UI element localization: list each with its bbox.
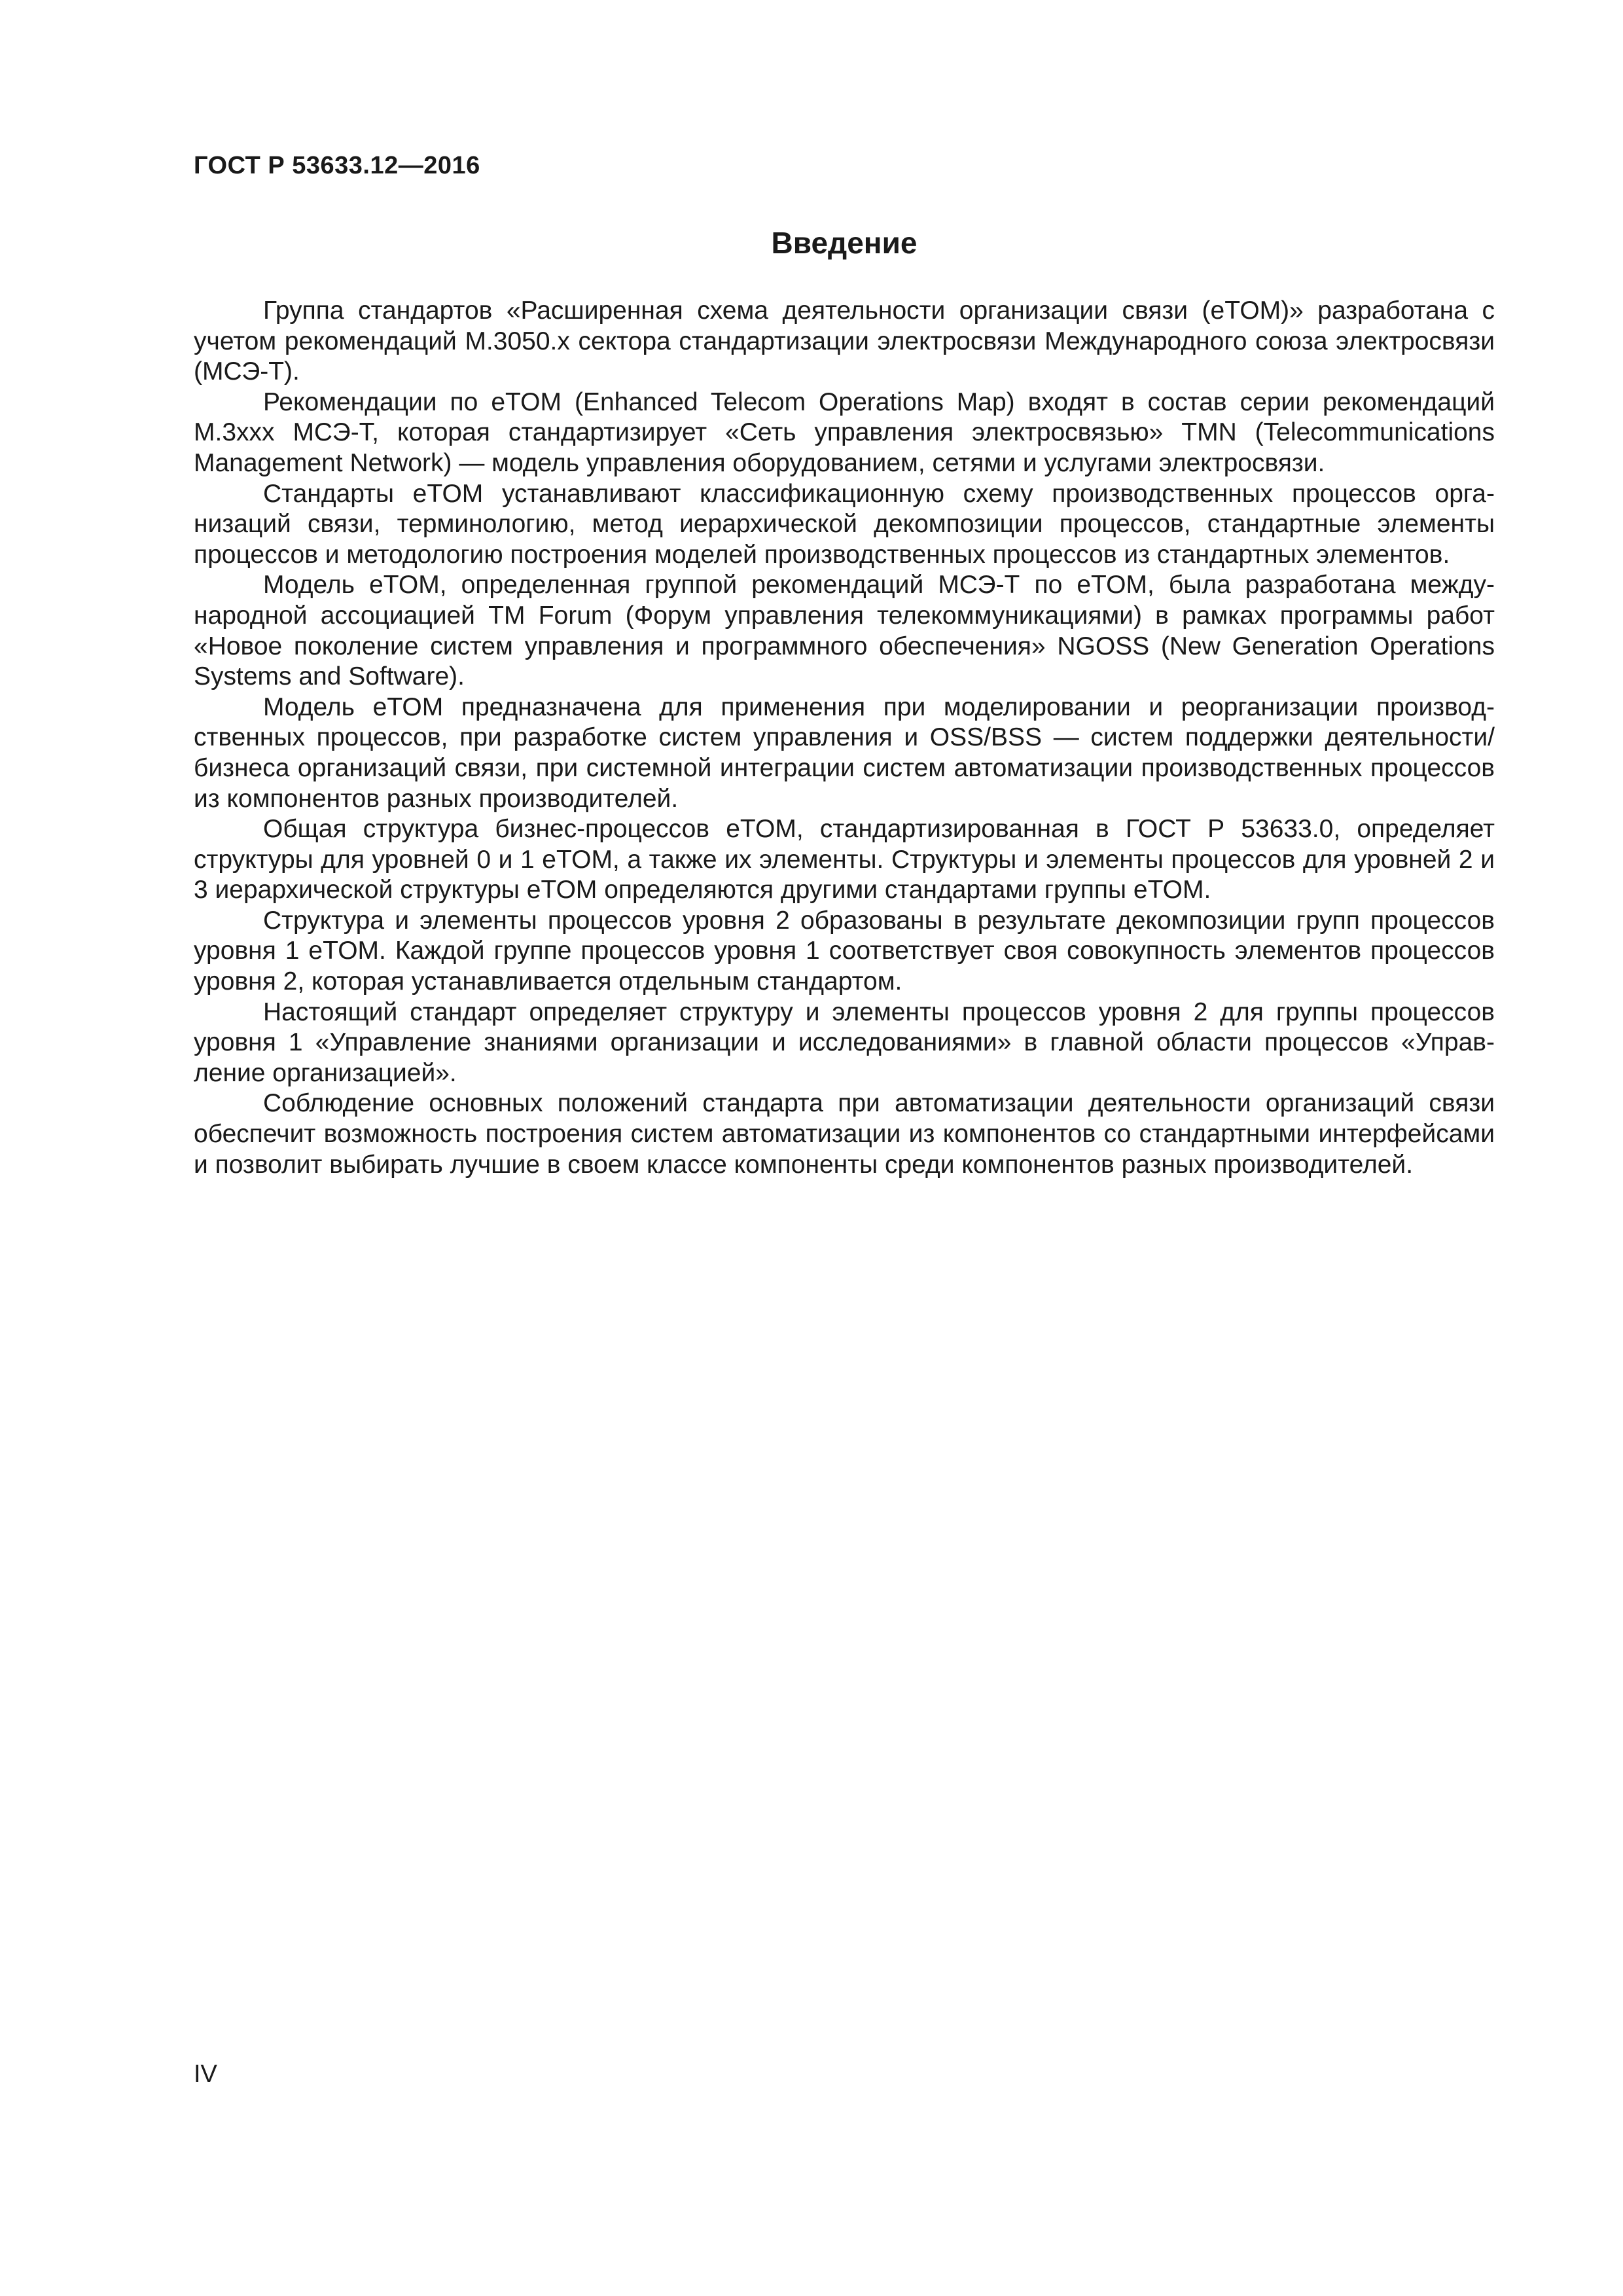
- paragraph-3: Стандарты eTOM устанавливают классификационную схему производственных процессов организаций связи, терминологию, метод иерархической декомпозиции процессов, стандартные элементы процессов и методологию построения моделей производственных процессов из стандартных элементов.: [194, 479, 1495, 569]
- paragraph-1: Группа стандартов «Расширенная схема деятельности организации связи (eTOM)» разработана с учетом рекомендаций M.3050.x сектора стандартизации электросвязи Международного союза электросвязи (МСЭ-Т).: [194, 296, 1495, 386]
- introduction-body: [194, 296, 1495, 1180]
- paragraph-2: Рекомендации по eTOM (Enhanced Telecom Operations Map) входят в состав серии рекомендаций M.3xxx МСЭ-Т, которая стандартизирует «Сеть управления электросвязью» TMN (Telecommunications Management Network) — модель управления оборудованием, сетями и услугами электросвязи.: [194, 387, 1495, 477]
- document-id-header: ГОСТ Р 53633.12—2016: [194, 152, 480, 179]
- page-number: IV: [194, 2060, 217, 2088]
- section-title: Введение: [771, 226, 918, 260]
- paragraph-6: Общая структура бизнес-процессов eTOM, стандартизированная в ГОСТ Р 53633.0, определяет структуры для уровней 0 и 1 eTOM, а также их элементы. Структуры и элементы процессов для уровней 2 и 3 иерархической структуры eTOM определяются другими стандартами группы eTOM.: [194, 815, 1495, 905]
- paragraph-5: Модель eTOM предназначена для применения при моделировании и реорганизации производственных процессов, при разработке систем управления и OSS/BSS — систем поддержки деятельности/бизнеса организаций связи, при системной интеграции систем автоматизации производственных процессов из компонентов разных производителей.: [194, 692, 1495, 813]
- paragraph-8: Настоящий стандарт определяет структуру и элементы процессов уровня 2 для группы процессов уровня 1 «Управление знаниями организации и исследованиями» в главной области процессов «Управление организацией».: [194, 997, 1495, 1087]
- paragraph-7: Структура и элементы процессов уровня 2 образованы в результате декомпозиции групп процессов уровня 1 eTOM. Каждой группе процессов уровня 1 соответствует своя совокупность элементов процессов уровня 2, которая устанавливается отдельным стандартом.: [194, 906, 1495, 996]
- paragraph-9: Соблюдение основных положений стандарта при автоматизации деятельности организаций связи обеспечит возможность построения систем автоматизации из компонентов со стандартными интерфейсами и позволит выбирать лучшие в своем классе компоненты среди компонентов разных производителей.: [194, 1089, 1495, 1179]
- paragraph-4: Модель eTOM, определенная группой рекомендаций МСЭ-Т по eTOM, была разработана международной ассоциацией TM Forum (Форум управления телекоммуникациями) в рамках программы работ «Новое поколение систем управления и программного обеспечения» NGOSS (New Generation Operations Systems and Software).: [194, 571, 1495, 691]
